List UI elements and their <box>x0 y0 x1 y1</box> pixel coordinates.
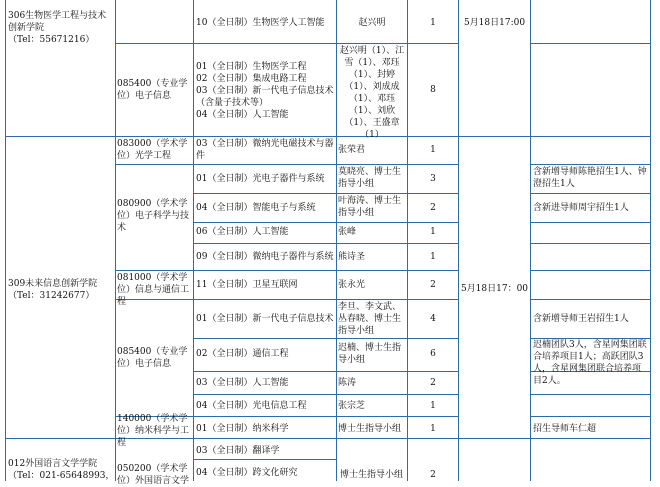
school-tel: （Tel：021-65648993， <box>8 471 115 481</box>
quota-cell: 6 <box>430 349 436 359</box>
advisor-cell: 莫晓亮、博士生指导小组 <box>338 167 402 189</box>
direction-cell: 03（全日制）人工智能 <box>196 378 289 388</box>
advisor-cell: 张宗芝 <box>338 401 366 411</box>
direction-cell: 11（全日制）卫星互联网 <box>196 280 298 290</box>
quota-cell: 2 <box>430 280 436 290</box>
major-cell: 081000（学术学位）信息与通信工程 <box>117 273 190 307</box>
quota-cell: 3 <box>430 174 436 184</box>
major-cell: 085400（专业学位）电子信息 <box>117 79 188 101</box>
quota-cell: 1 <box>430 145 436 155</box>
major-cell: 050200（学术学位）外国语言文学 <box>117 464 190 486</box>
direction-cell: 09（全日制）微纳电子器件与系统 <box>196 252 334 262</box>
direction-cell: 01（全日制）纳米科学 <box>196 424 289 434</box>
school-tel: （Tel：31242677） <box>8 291 95 301</box>
direction-cell: 04（全日制）光电信息工程 <box>196 401 307 411</box>
advisor-cell: 博士生指导小组 <box>338 424 402 434</box>
advisor-cell: 叶海涛、博士生指导小组 <box>338 196 402 218</box>
direction-cell: 01（全日制）光电子器件与系统 <box>196 174 325 184</box>
school-name: 306生物医学工程与技术创新学院 <box>8 11 107 33</box>
major-cell: 140000（学术学位）纳米科学与工程 <box>117 414 190 448</box>
direction-cell: 01（全日制）新一代电子信息技术 <box>196 314 334 324</box>
note-cell: 含新增导师王岩招生1人 <box>533 314 629 324</box>
quota-cell: 8 <box>430 85 436 95</box>
note-cell: 招生导师车仁超 <box>533 424 597 434</box>
quota-cell: 1 <box>430 227 436 237</box>
deadline-cell: 5月18日17：00 <box>460 284 529 294</box>
direction-cell: 06（全日制）人工智能 <box>196 227 289 237</box>
advisor-cell: 博士生指导小组 <box>340 470 404 480</box>
advisor-cell: 李旦、李文武、丛春晓、博士生指导小组 <box>338 302 402 336</box>
advisor-cell: 张永光 <box>338 280 366 290</box>
advisor-cell: 陈涛 <box>338 378 357 388</box>
advisor-cell: 张荣君 <box>338 145 366 155</box>
direction-cell: 01（全日制）生物医学工程 02（全日制）集成电路工程 03（全日制）新一代电子信息技术（含量子技术等） 04（全日制）人工智能 <box>196 62 334 120</box>
quota-cell: 4 <box>430 314 436 324</box>
note-cell: 含新增导师陈艳招生1人、钟澄招生1人 <box>533 167 647 189</box>
school-name: 309未来信息创新学院 <box>8 279 98 289</box>
direction-cell: 02（全日制）通信工程 <box>196 349 289 359</box>
direction-cell: 04（全日制）智能电子与系统 <box>196 203 316 213</box>
note-cell: 迟楠团队3人，含星网集团联合培养项目1人；高跃团队3人，含星网集团联合培养项目2人。 <box>533 340 647 386</box>
school-tel: （Tel：55671216） <box>8 35 95 45</box>
quota-cell: 1 <box>430 401 436 411</box>
deadline-cell: 5月18日17:00 <box>463 18 526 28</box>
advisor-cell: 赵兴明 <box>358 18 386 28</box>
advisor-cell: 赵兴明（1）、江雪（1）、邓珏（1）、封婷（1）、刘成成（1）、邓珏（1）、刘欣（1）、王盛章（1） <box>339 46 405 140</box>
quota-cell: 2 <box>430 378 436 388</box>
direction-cell: 03（全日制）微纳光电磁技术与器件 <box>196 139 334 161</box>
direction-cell: 10（全日制）生物医学人工智能 <box>196 18 325 28</box>
major-cell: 085400（专业学位）电子信息 <box>117 347 188 369</box>
major-cell: 083000（学术学位）光学工程 <box>117 139 188 161</box>
quota-cell: 1 <box>430 18 436 28</box>
major-cell: 080900（学术学位）电子科学与技术 <box>117 199 190 233</box>
direction-cell: 03（全日制）翻译学 <box>196 446 280 456</box>
quota-cell: 1 <box>430 424 436 434</box>
quota-cell: 1 <box>430 252 436 262</box>
note-cell: 含新进导师周宇招生1人 <box>533 203 629 213</box>
advisor-cell: 迟楠、博士生指导小组 <box>338 343 402 365</box>
school-name: 012外国语言文学学院 <box>8 459 98 469</box>
quota-cell: 2 <box>430 203 436 213</box>
quota-cell: 2 <box>430 470 436 480</box>
advisor-cell: 熊诗圣 <box>338 252 366 262</box>
direction-cell: 04（全日制）跨文化研究 <box>196 468 298 478</box>
advisor-cell: 张峰 <box>338 227 357 237</box>
